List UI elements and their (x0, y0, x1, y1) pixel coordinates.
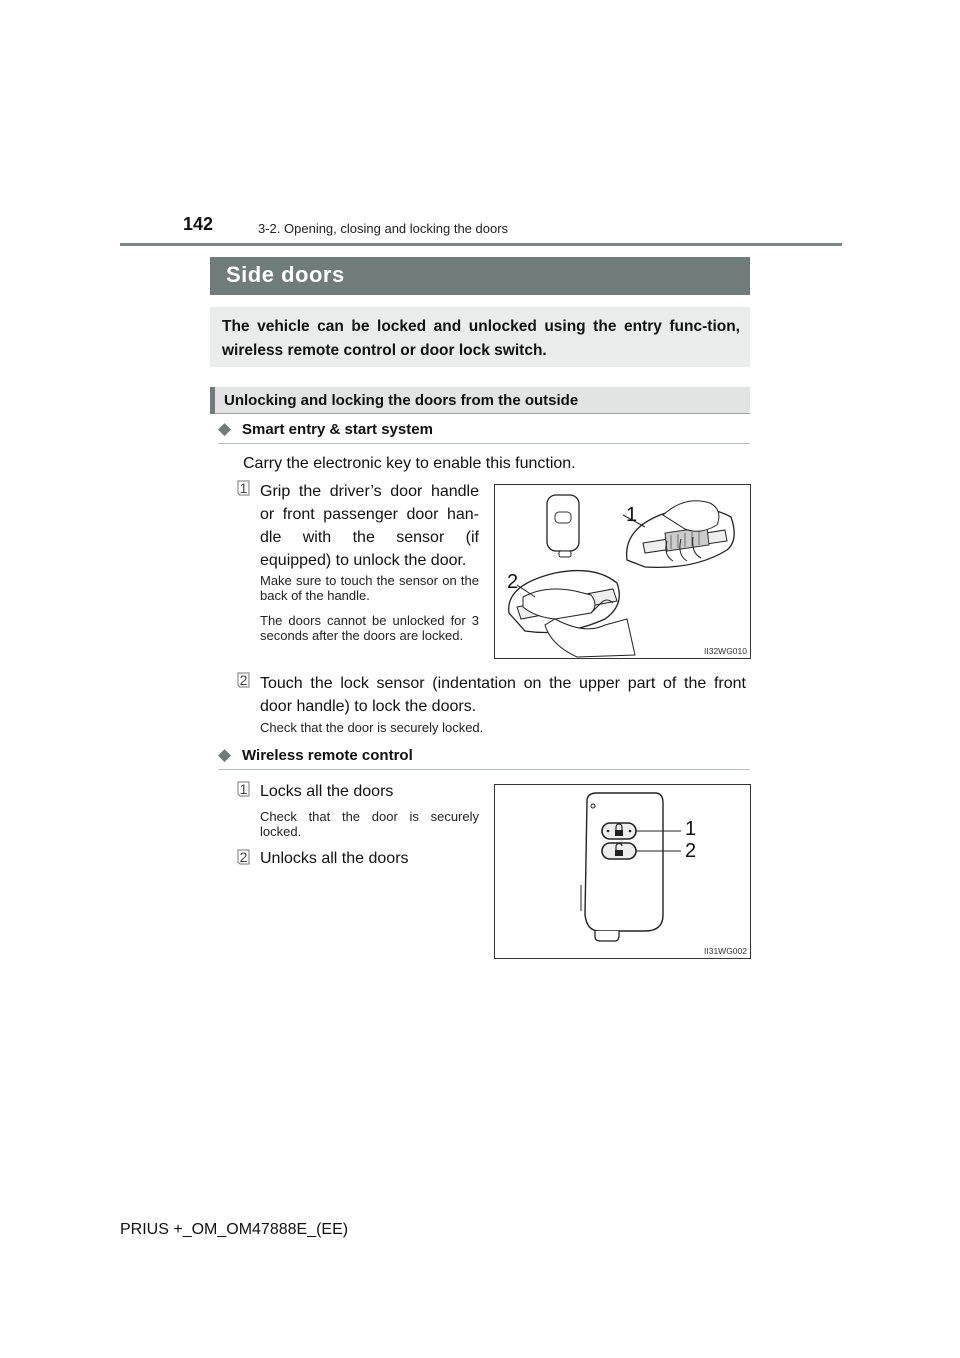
intro-text: The vehicle can be locked and unlocked using the entry func-tion, wireless remote control or door lock switch. (222, 318, 740, 359)
wireless-title: Wireless remote control (242, 747, 413, 764)
figure-callout-label: 2 (507, 571, 519, 593)
section-path: 3-2. Opening, closing and locking the doors (258, 221, 509, 236)
figure-code: II32WG010 (704, 646, 747, 656)
step-1-text: Grip the driver’s door handle or front passenger door han-dle with the sensor (if equipped) to unlock the door. (260, 483, 479, 569)
smart-entry-lead: Carry the electronic key to enable this function. (243, 455, 576, 472)
step-number: 2 (239, 849, 248, 865)
subsection-accent-bar (210, 387, 215, 414)
footer-doc-id: PRIUS +_OM_OM47888E_(EE) (120, 1221, 349, 1238)
wireless-step-2-text: Unlocks all the doors (260, 850, 409, 867)
wireless-step-1-note: Check that the door is securely locked. (260, 809, 479, 839)
header-rule (120, 243, 842, 246)
page-number: 142 (183, 214, 214, 234)
wireless-heading (218, 745, 750, 770)
intro-box (210, 307, 750, 367)
step-1-note: The doors cannot be unlocked for 3 seconds after the doors are locked. (260, 613, 479, 643)
step-number-marker (237, 672, 250, 688)
step-marker-frame-icon (237, 781, 250, 797)
step-marker-frame-icon (237, 480, 250, 496)
step-marker-frame-icon (237, 849, 250, 865)
step-1-note: Make sure to touch the sensor on the back of the handle. (260, 573, 479, 603)
figure-callout-label: 2 (685, 840, 697, 862)
smart-entry-title: Smart entry & start system (242, 421, 433, 438)
remote-key-figure (494, 784, 751, 959)
step-number: 1 (239, 781, 248, 797)
figure-code: II31WG002 (704, 946, 747, 956)
subsection-heading (210, 387, 750, 414)
step-number-marker (237, 480, 250, 496)
figure-callout-label: 1 (685, 818, 697, 840)
diamond-bullet-icon: ◆ (218, 419, 232, 438)
wireless-step-1-text: Locks all the doors (260, 783, 394, 800)
step-marker-frame-icon (237, 672, 250, 688)
diamond-bullet-icon: ◆ (218, 745, 232, 764)
smart-entry-heading (218, 419, 750, 444)
door-handle-figure (494, 484, 751, 659)
step-2-text: Touch the lock sensor (indentation on the upper part of the front door handle) to lock the doors. (260, 675, 746, 715)
figure-callout-label: 1 (626, 504, 638, 526)
title-bar (210, 257, 750, 295)
page-title: Side doors (226, 262, 345, 287)
step-number-marker (237, 781, 250, 797)
subsection-title: Unlocking and locking the doors from the outside (224, 392, 579, 409)
step-number: 2 (239, 672, 248, 688)
step-2-note: Check that the door is securely locked. (260, 720, 484, 735)
remote-key-illustration (495, 785, 750, 958)
door-handle-illustration (495, 485, 750, 658)
step-number: 1 (239, 480, 248, 496)
step-number-marker (237, 849, 250, 865)
